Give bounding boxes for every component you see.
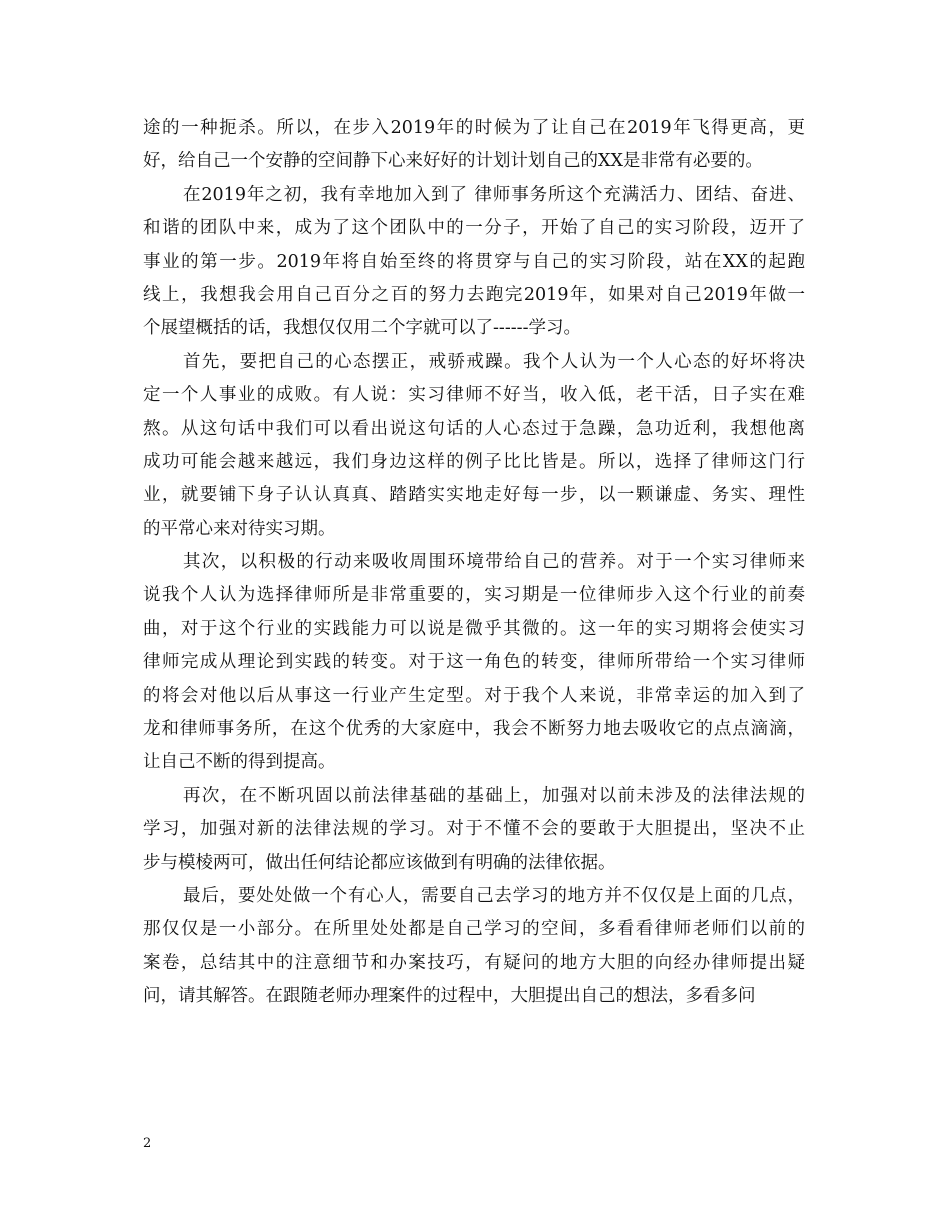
body-text xyxy=(143,112,805,1014)
text-line: 首先，要把自己的心态摆正，戒骄戒躁。我个人认为一个人心态的好坏将决 xyxy=(183,351,805,372)
text-line: 再次，在不断巩固以前法律基础的基础上，加强对以前未涉及的法律法规的 xyxy=(183,785,805,806)
text-line: 说我个人认为选择律师所是非常重要的，实习期是一位律师步入这个行业的前奏 xyxy=(143,585,805,606)
text-line: 在2019年之初，我有幸地加入到了 律师事务所这个充满活力、团结、奋进、 xyxy=(183,184,805,205)
paragraph xyxy=(143,346,805,546)
paragraph xyxy=(143,880,805,1014)
text-line: 个展望概括的话，我想仅仅用二个字就可以了------学习。 xyxy=(143,318,581,339)
text-line: 龙和律师事务所，在这个优秀的大家庭中，我会不断努力地去吸收它的点点滴滴， xyxy=(143,719,805,740)
text-line: 线上，我想我会用自己百分之百的努力去跑完2019年，如果对自己2019年做一 xyxy=(143,284,805,305)
text-line: 那仅仅是一小部分。在所里处处都是自己学习的空间，多看看律师老师们以前的 xyxy=(143,919,805,940)
page-number: 2 xyxy=(143,1136,152,1151)
text-line: 曲，对于这个行业的实践能力可以说是微乎其微的。这一年的实习期将会使实习 xyxy=(143,618,805,639)
text-line: 其次，以积极的行动来吸收周围环境带给自己的营养。对于一个实习律师来 xyxy=(183,552,805,573)
paragraph xyxy=(143,179,805,346)
text-line: 让自己不断的得到提高。 xyxy=(143,752,336,773)
text-line: 学习，加强对新的法律法规的学习。对于不懂不会的要敢于大胆提出，坚决不止 xyxy=(143,819,805,840)
text-line: 途的一种扼杀。所以，在步入2019年的时候为了让自己在2019年飞得更高，更 xyxy=(143,118,805,138)
text-line: 案卷，总结其中的注意细节和办案技巧，有疑问的地方大胆的向经办律师提出疑 xyxy=(143,952,805,973)
paragraph xyxy=(143,780,805,880)
text-line: 的平常心来对待实习期。 xyxy=(143,518,336,539)
text-line: 定一个人事业的成败。有人说：实习律师不好当，收入低，老干活，日子实在难 xyxy=(143,385,805,406)
text-line: 问，请其解答。在跟随老师办理案件的过程中，大胆提出自己的想法，多看多问 xyxy=(143,986,756,1007)
text-line: 熬。从这句话中我们可以看出说这句话的人心态过于急躁，急功近利，我想他离 xyxy=(143,418,805,439)
text-line: 的将会对他以后从事这一行业产生定型。对于我个人来说，非常幸运的加入到了 xyxy=(143,685,805,706)
text-line: 律师完成从理论到实践的转变。对于这一角色的转变，律师所带给一个实习律师 xyxy=(143,652,805,673)
text-line: 业，就要铺下身子认认真真、踏踏实实地走好每一步，以一颗谦虚、务实、理性 xyxy=(143,485,805,506)
paragraph xyxy=(143,546,805,780)
text-line: 和谐的团队中来，成为了这个团队中的一分子，开始了自己的实习阶段，迈开了 xyxy=(143,218,805,239)
text-line: 步与模棱两可，做出任何结论都应该做到有明确的法律依据。 xyxy=(143,852,616,873)
text-line: 事业的第一步。2019年将自始至终的将贯穿与自己的实习阶段，站在XX的起跑 xyxy=(143,251,805,272)
text-line: 成功可能会越来越远，我们身边这样的例子比比皆是。所以，选择了律师这门行 xyxy=(143,451,805,472)
text-line: 好，给自己一个安静的空间静下心来好好的计划计划自己的XX是非常有必要的。 xyxy=(143,151,763,172)
text-line: 最后，要处处做一个有心人，需要自己去学习的地方并不仅仅是上面的几点， xyxy=(183,885,805,906)
paragraph xyxy=(143,112,805,179)
